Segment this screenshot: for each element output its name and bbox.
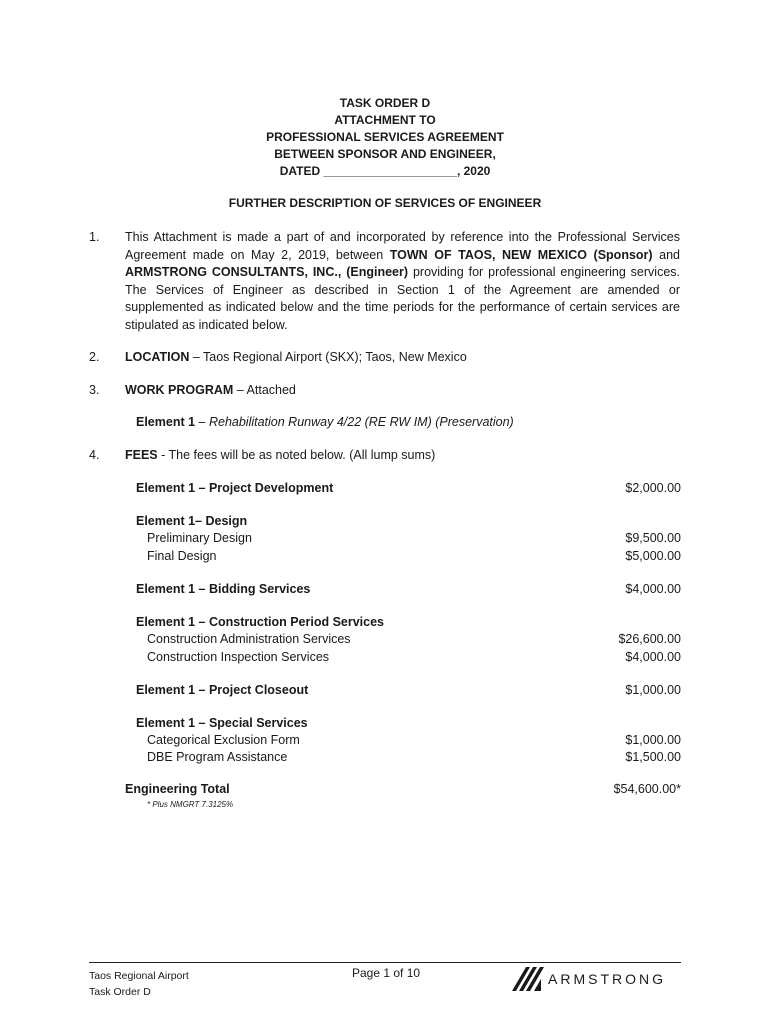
fee-label: Construction Inspection Services	[147, 650, 330, 664]
element-title: Rehabilitation Runway 4/22 (RE RW IM) (Preservation)	[208, 415, 514, 429]
fee-label: Element 1 – Construction Period Services	[136, 615, 384, 629]
fee-amount: $4,000.00	[625, 582, 681, 596]
section-subheading: FURTHER DESCRIPTION OF SERVICES OF ENGINEER	[228, 196, 542, 210]
section-number: 3.	[89, 383, 100, 397]
fee-amount: $1,500.00	[625, 750, 681, 764]
section-number: 1.	[89, 230, 100, 244]
fee-label: Categorical Exclusion Form	[147, 733, 300, 747]
header-title: TASK ORDER D	[339, 96, 431, 110]
fee-label: Element 1– Design	[136, 514, 248, 528]
work-program-label: WORK PROGRAM	[125, 383, 234, 397]
element-separator: –	[195, 415, 209, 429]
armstrong-logo	[510, 966, 666, 992]
fee-label: Element 1 – Project Development	[136, 481, 334, 495]
paragraph-text: and	[652, 247, 680, 262]
header-line-parties: BETWEEN SPONSOR AND ENGINEER,	[274, 147, 496, 161]
fee-label: DBE Program Assistance	[147, 750, 288, 764]
tax-footnote: * Plus NMGRT 7.3125%	[147, 800, 234, 809]
fee-amount: $26,600.00	[618, 632, 681, 646]
footer-task-order: Task Order D	[89, 986, 151, 998]
footer-divider	[89, 962, 681, 963]
fee-label: Preliminary Design	[147, 531, 252, 545]
logo-wordmark: ARMSTRONG	[548, 971, 666, 987]
total-label: Engineering Total	[125, 782, 230, 796]
sponsor-name: TOWN OF TAOS, NEW MEXICO (Sponsor)	[389, 247, 653, 262]
footer-info	[89, 968, 189, 1000]
fee-label: Element 1 – Bidding Services	[136, 582, 311, 596]
fee-amount: $2,000.00	[625, 481, 681, 495]
logo-stripes-icon	[510, 967, 544, 991]
fee-label: Final Design	[147, 549, 217, 563]
section-number: 2.	[89, 350, 100, 364]
total-amount: $54,600.00*	[613, 782, 681, 796]
fee-amount: $1,000.00	[625, 683, 681, 697]
header-line-agreement: PROFESSIONAL SERVICES AGREEMENT	[266, 130, 504, 144]
page-number: Page 1 of 10	[352, 966, 421, 980]
fees-description: - The fees will be as noted below. (All lump sums)	[157, 448, 436, 462]
fee-amount: $9,500.00	[625, 531, 681, 545]
fee-amount: $5,000.00	[625, 549, 681, 563]
location-label: LOCATION	[125, 350, 190, 364]
fee-label: Element 1 – Special Services	[136, 716, 308, 730]
footer-project-name: Taos Regional Airport	[89, 970, 189, 982]
paragraph-text: providing for professional engineering services. The Services of Engineer as described in Section 1 of the Agreement are amended or supplemented as indicated below and the time periods for the performance of certain services are stipulated as indicated below.	[125, 265, 681, 332]
fee-label: Element 1 – Project Closeout	[136, 683, 309, 697]
location-line	[125, 349, 680, 367]
element-label: Element 1	[136, 415, 196, 429]
fees-label: FEES	[125, 448, 158, 462]
fee-amount: $4,000.00	[625, 650, 681, 664]
section-1-paragraph	[125, 229, 680, 334]
fee-label: Construction Administration Services	[147, 632, 351, 646]
section-number: 4.	[89, 448, 100, 462]
fees-line	[125, 447, 680, 465]
header-line-attachment: ATTACHMENT TO	[334, 113, 436, 127]
location-value: – Taos Regional Airport (SKX); Taos, New Mexico	[189, 350, 467, 364]
element-description	[136, 415, 514, 429]
paragraph-text: This Attachment is made a part of and incorporated by reference into the Professional Services Agreement made on May 2, 2019, between	[125, 230, 680, 262]
document-header	[0, 95, 770, 180]
fee-amount: $1,000.00	[625, 733, 681, 747]
header-line-dated: DATED ____________________, 2020	[279, 164, 491, 178]
engineer-name: ARMSTRONG CONSULTANTS, INC., (Engineer)	[125, 265, 409, 279]
work-program-line	[125, 382, 680, 400]
work-program-value: – Attached	[233, 383, 296, 397]
